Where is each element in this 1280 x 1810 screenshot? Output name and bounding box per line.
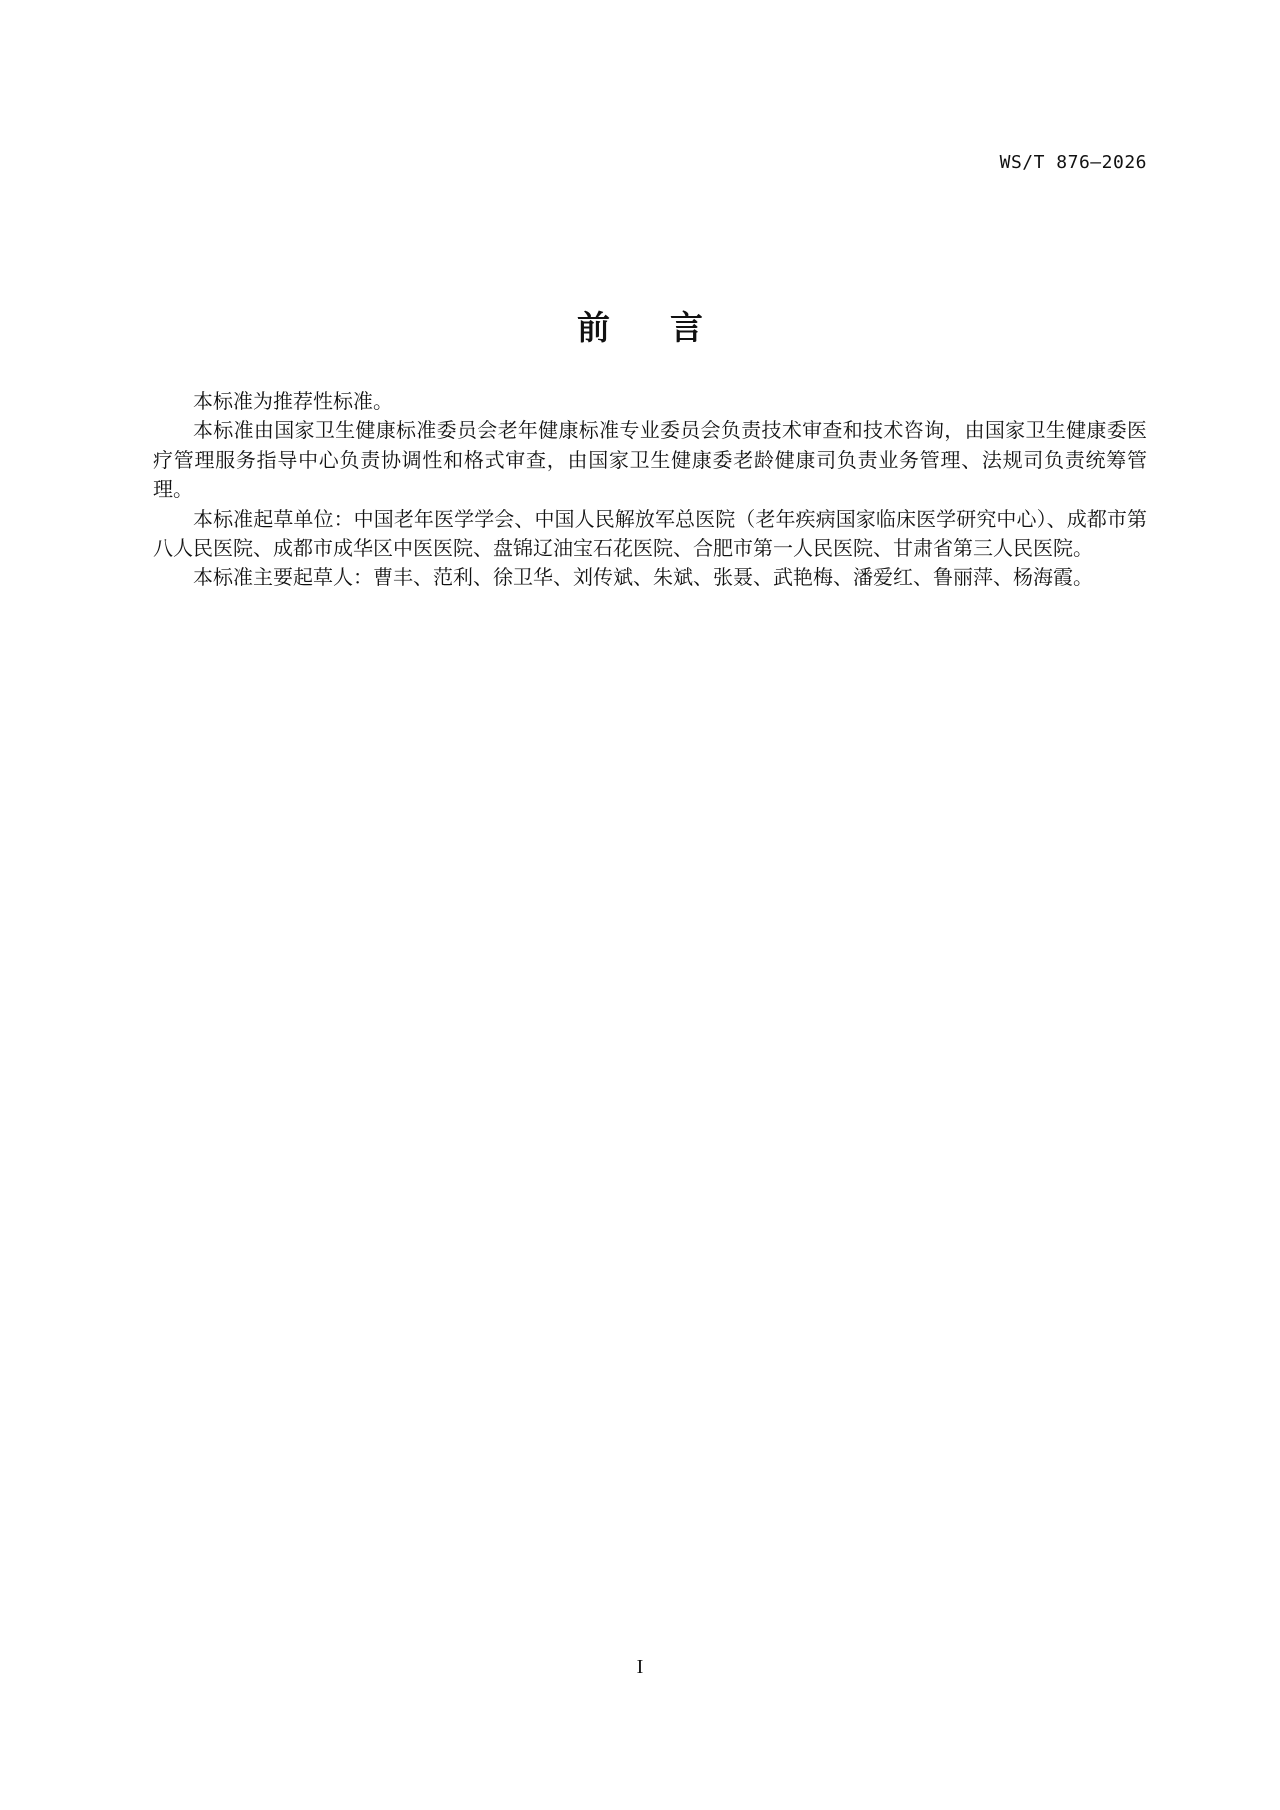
page-title: 前言	[577, 308, 763, 347]
page-number: I	[636, 1656, 644, 1678]
document-code: WS/T 876—2026	[999, 152, 1147, 173]
paragraph-drafting-units: 本标准起草单位：中国老年医学学会、中国人民解放军总医院（老年疾病国家临床医学研究中心）、成都市第八人民医院、成都市成华区中医医院、盘锦辽油宝石花医院、合肥市第一人民医院、甘肃省第三人民医院。	[153, 506, 1147, 561]
paragraph-drafters: 本标准主要起草人：曹丰、范利、徐卫华、刘传斌、朱斌、张聂、武艳梅、潘爱红、鲁丽萍、杨海霞。	[193, 565, 1093, 590]
paragraph-recommended: 本标准为推荐性标准。	[193, 389, 393, 413]
paragraph-review: 本标准由国家卫生健康标准委员会老年健康标准专业委员会负责技术审查和技术咨询，由国家卫生健康委医疗管理服务指导中心负责协调性和格式审查，由国家卫生健康委老龄健康司负责业务管理、法规司负责统筹管理。	[153, 418, 1147, 502]
foreword-body	[153, 387, 1147, 593]
